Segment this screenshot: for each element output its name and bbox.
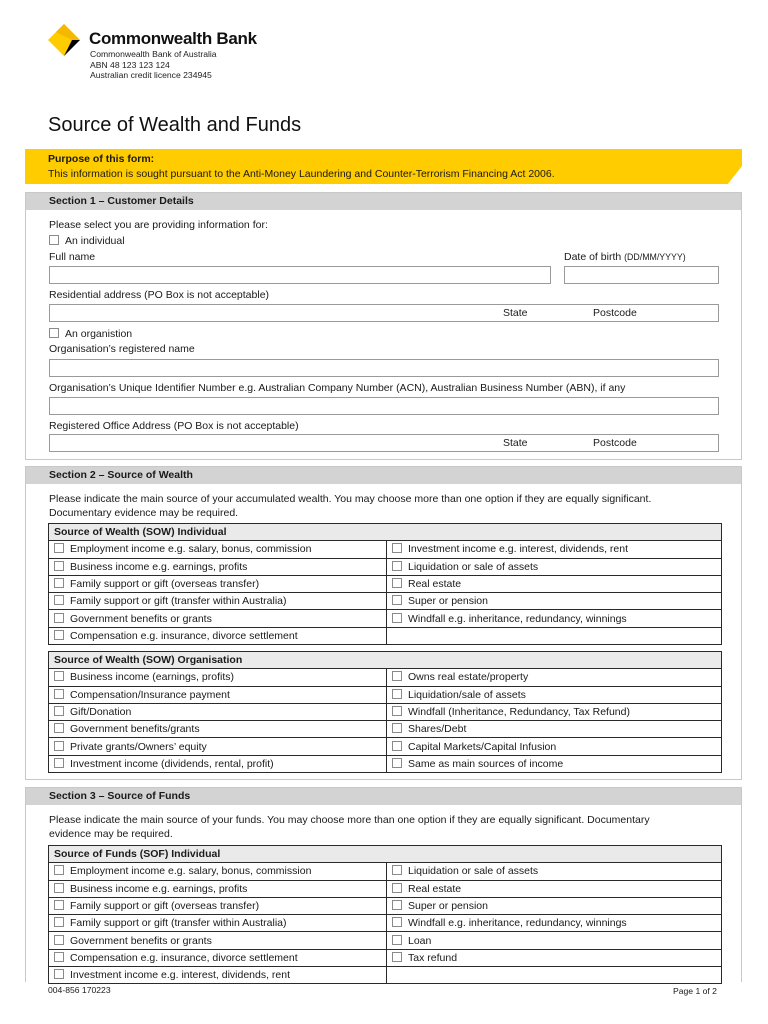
option-checkbox[interactable]: [392, 689, 402, 699]
checkbox-option[interactable]: [49, 880, 387, 897]
option-label: Family support or gift (overseas transfer): [70, 900, 260, 913]
option-checkbox[interactable]: [54, 952, 64, 962]
funds-intro-2: evidence may be required.: [49, 828, 173, 840]
option-checkbox[interactable]: [54, 671, 64, 681]
table-row: [49, 967, 722, 984]
option-checkbox[interactable]: [54, 595, 64, 605]
option-label: Family support or gift (transfer within Australia): [70, 595, 287, 608]
checkbox-option[interactable]: [387, 686, 722, 703]
option-label: Government benefits/grants: [70, 723, 200, 736]
checkbox-option[interactable]: [387, 755, 722, 772]
checkbox-option[interactable]: [49, 669, 387, 686]
checkbox-option[interactable]: [387, 669, 722, 686]
option-label: Compensation/Insurance payment: [70, 688, 230, 701]
option-checkbox[interactable]: [392, 613, 402, 623]
purpose-text: This information is sought pursuant to the Anti-Money Laundering and Counter-Terrorism Financing Act 2006.: [48, 168, 555, 180]
option-label: Investment income (dividends, rental, profit): [70, 757, 274, 770]
table-row: [49, 558, 722, 575]
option-checkbox[interactable]: [54, 543, 64, 553]
option-checkbox[interactable]: [392, 671, 402, 681]
section3-heading: Section 3 – Source of Funds: [26, 788, 741, 805]
option-checkbox[interactable]: [392, 741, 402, 751]
option-checkbox[interactable]: [392, 723, 402, 733]
table-row: [49, 863, 722, 880]
table-row: [49, 575, 722, 592]
option-checkbox[interactable]: [54, 741, 64, 751]
sow-individual-body: [49, 541, 722, 645]
individual-option-label: An individual: [65, 235, 125, 247]
empty-cell: [387, 627, 722, 644]
bank-legal-name: Commonwealth Bank of Australia: [90, 49, 217, 59]
option-checkbox[interactable]: [54, 689, 64, 699]
option-label: Business income e.g. earnings, profits: [70, 882, 248, 895]
option-label: Capital Markets/Capital Infusion: [408, 740, 557, 753]
funds-intro-1: Please indicate the main source of your funds. You may choose more than one option if they are equally significant. Documentary: [49, 814, 650, 826]
checkbox-option[interactable]: [49, 686, 387, 703]
option-checkbox[interactable]: [54, 935, 64, 945]
option-label: Windfall e.g. inheritance, redundancy, winnings: [408, 612, 627, 625]
residential-address-label: Residential address (PO Box is not acceptable): [49, 289, 270, 301]
table-row: [49, 721, 722, 738]
option-label: Employment income e.g. salary, bonus, commission: [70, 543, 312, 556]
option-label: Super or pension: [408, 595, 488, 608]
option-label: Private grants/Owners’ equity: [70, 740, 207, 753]
checkbox-option[interactable]: [387, 541, 722, 558]
organisation-option[interactable]: [49, 328, 132, 340]
checkbox-option[interactable]: [49, 915, 387, 932]
table-row: [49, 897, 722, 914]
checkbox-option[interactable]: [387, 915, 722, 932]
checkbox-option[interactable]: [49, 541, 387, 558]
option-label: Liquidation/sale of assets: [408, 688, 526, 701]
option-label: Real estate: [408, 578, 462, 591]
checkbox-option[interactable]: [49, 755, 387, 772]
table-row: [49, 880, 722, 897]
page-title: Source of Wealth and Funds: [48, 114, 302, 136]
checkbox-option[interactable]: [49, 593, 387, 610]
option-label: Government benefits or grants: [70, 934, 212, 947]
full-name-label: Full name: [49, 251, 96, 263]
table-row: [49, 703, 722, 720]
option-checkbox[interactable]: [54, 630, 64, 640]
checkbox-option[interactable]: [387, 575, 722, 592]
org-uid-input[interactable]: [49, 397, 719, 415]
option-label: Owns real estate/property: [408, 671, 529, 684]
option-checkbox[interactable]: [392, 706, 402, 716]
section1-heading: Section 1 – Customer Details: [26, 193, 741, 210]
checkbox-option[interactable]: [387, 880, 722, 897]
form-code: 004-856 170223: [48, 985, 111, 995]
option-label: Family support or gift (overseas transfer): [70, 578, 260, 591]
table-row: [49, 669, 722, 686]
individual-option[interactable]: [49, 235, 125, 247]
sow-organisation-table: [48, 651, 722, 773]
dob-label: [564, 251, 686, 263]
select-prompt: Please select you are providing information for:: [49, 219, 268, 231]
residential-postcode-label: Postcode: [593, 307, 637, 319]
org-name-input[interactable]: [49, 359, 719, 377]
checkbox-option[interactable]: [49, 721, 387, 738]
option-label: Investment income e.g. interest, dividends, rent: [408, 543, 629, 556]
option-label: Business income e.g. earnings, profits: [70, 560, 248, 573]
org-uid-label: Organisation’s Unique Identifier Number e.g. Australian Company Number (ACN), Australian Business Number (ABN), if any: [49, 382, 626, 394]
dob-format: (DD/MM/YYYY): [624, 252, 686, 262]
option-label: Liquidation or sale of assets: [408, 865, 539, 878]
option-checkbox[interactable]: [54, 900, 64, 910]
organisation-option-label: An organistion: [65, 328, 133, 340]
option-checkbox[interactable]: [54, 883, 64, 893]
org-name-label: Organisation’s registered name: [49, 343, 195, 355]
option-checkbox[interactable]: [392, 935, 402, 945]
bank-licence: Australian credit licence 234945: [90, 70, 212, 80]
option-checkbox[interactable]: [392, 595, 402, 605]
residential-state-label: State: [503, 307, 528, 319]
checkbox-option[interactable]: [387, 721, 722, 738]
sow-organisation-body: [49, 669, 722, 773]
checkbox-option[interactable]: [387, 738, 722, 755]
checkbox-option[interactable]: [387, 610, 722, 627]
table-row: [49, 627, 722, 644]
option-label: Gift/Donation: [70, 706, 132, 719]
table-row: [49, 593, 722, 610]
option-checkbox[interactable]: [54, 969, 64, 979]
sow-individual-header: Source of Wealth (SOW) Individual: [49, 524, 722, 541]
wealth-intro-2: Documentary evidence may be required.: [49, 507, 239, 519]
office-address-label: Registered Office Address (PO Box is not acceptable): [49, 420, 299, 432]
option-checkbox[interactable]: [392, 865, 402, 875]
banner-notch: [727, 166, 742, 185]
checkbox-option[interactable]: [387, 703, 722, 720]
option-label: Business income (earnings, profits): [70, 671, 234, 684]
checkbox-option[interactable]: [387, 932, 722, 949]
option-checkbox[interactable]: [392, 917, 402, 927]
option-label: Same as main sources of income: [408, 757, 564, 770]
purpose-label: Purpose of this form:: [48, 153, 155, 165]
section2-heading: Section 2 – Source of Wealth: [26, 467, 741, 484]
option-checkbox[interactable]: [54, 706, 64, 716]
checkbox-option[interactable]: [49, 558, 387, 575]
option-checkbox[interactable]: [392, 883, 402, 893]
table-row: [49, 949, 722, 966]
option-label: Family support or gift (transfer within Australia): [70, 917, 287, 930]
option-label: Super or pension: [408, 900, 488, 913]
option-checkbox[interactable]: [54, 865, 64, 875]
checkbox-option[interactable]: [387, 897, 722, 914]
organisation-checkbox[interactable]: [49, 328, 59, 338]
diamond-logo-icon: [48, 24, 80, 56]
sow-organisation-header: Source of Wealth (SOW) Organisation: [49, 652, 722, 669]
option-checkbox[interactable]: [392, 561, 402, 571]
option-checkbox[interactable]: [54, 613, 64, 623]
checkbox-option[interactable]: [49, 575, 387, 592]
page-number: Page 1 of 2: [673, 986, 717, 996]
table-row: [49, 755, 722, 772]
office-state-label: State: [503, 437, 528, 449]
table-row: [49, 915, 722, 932]
dob-input[interactable]: [564, 266, 719, 284]
option-checkbox[interactable]: [392, 952, 402, 962]
option-checkbox[interactable]: [54, 758, 64, 768]
option-checkbox[interactable]: [392, 543, 402, 553]
option-label: Loan: [408, 934, 432, 947]
table-row: [49, 686, 722, 703]
bank-abn: ABN 48 123 123 124: [90, 59, 170, 70]
empty-cell: [387, 967, 722, 984]
option-checkbox[interactable]: [392, 758, 402, 768]
checkbox-option[interactable]: [49, 863, 387, 880]
office-postcode-label: Postcode: [593, 437, 637, 449]
option-label: Investment income e.g. interest, dividends, rent: [70, 969, 291, 982]
checkbox-option[interactable]: [49, 897, 387, 914]
checkbox-option[interactable]: [49, 932, 387, 949]
option-checkbox[interactable]: [54, 723, 64, 733]
sow-individual-table: [48, 523, 722, 645]
checkbox-option[interactable]: [387, 949, 722, 966]
option-label: Windfall e.g. inheritance, redundancy, winnings: [408, 917, 627, 930]
bank-name: Commonwealth Bank: [89, 29, 257, 48]
table-row: [49, 541, 722, 558]
option-checkbox[interactable]: [392, 900, 402, 910]
sof-individual-header: Source of Funds (SOF) Individual: [49, 846, 722, 863]
table-row: [49, 932, 722, 949]
checkbox-option[interactable]: [49, 949, 387, 966]
option-label: Tax refund: [408, 951, 458, 964]
sof-individual-table: [48, 845, 722, 984]
option-checkbox[interactable]: [54, 578, 64, 588]
option-label: Employment income e.g. salary, bonus, commission: [70, 865, 312, 878]
purpose-banner: [25, 149, 742, 184]
checkbox-option[interactable]: [49, 967, 387, 984]
table-row: [49, 738, 722, 755]
option-checkbox[interactable]: [54, 917, 64, 927]
individual-checkbox[interactable]: [49, 235, 59, 245]
option-label: Compensation e.g. insurance, divorce settlement: [70, 629, 298, 642]
option-label: Liquidation or sale of assets: [408, 560, 539, 573]
checkbox-option[interactable]: [49, 627, 387, 644]
dob-label-text: Date of birth: [564, 251, 622, 263]
option-label: Compensation e.g. insurance, divorce settlement: [70, 951, 298, 964]
checkbox-option[interactable]: [387, 863, 722, 880]
checkbox-option[interactable]: [49, 738, 387, 755]
full-name-input[interactable]: [49, 266, 551, 284]
sof-individual-body: [49, 863, 722, 984]
option-label: Real estate: [408, 882, 462, 895]
checkbox-option[interactable]: [49, 703, 387, 720]
checkbox-option[interactable]: [387, 558, 722, 575]
option-checkbox[interactable]: [54, 561, 64, 571]
option-label: Government benefits or grants: [70, 612, 212, 625]
option-checkbox[interactable]: [392, 578, 402, 588]
checkbox-option[interactable]: [387, 593, 722, 610]
option-label: Windfall (Inheritance, Redundancy, Tax Refund): [408, 706, 630, 719]
wealth-intro-1: Please indicate the main source of your accumulated wealth. You may choose more than one option if they are equally significant.: [49, 493, 652, 505]
table-row: [49, 610, 722, 627]
option-label: Shares/Debt: [408, 723, 467, 736]
checkbox-option[interactable]: [49, 610, 387, 627]
